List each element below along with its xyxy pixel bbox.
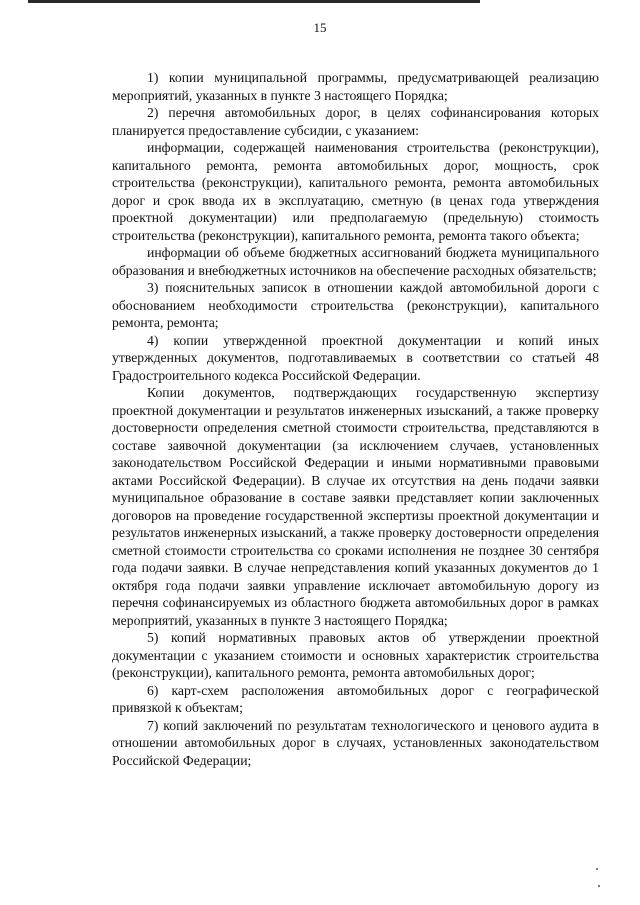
- paragraph-item-2-budget: информации об объеме бюджетных ассигнований бюджета муниципального образования и внебюджетных источников на обеспечение расходных обязательств;: [112, 245, 599, 278]
- paragraph-item-1: 1) копии муниципальной программы, предусматривающей реализацию мероприятий, указанных в пункте 3 настоящего Порядка;: [112, 70, 599, 103]
- paragraph-item-3: 3) пояснительных записок в отношении каждой автомобильной дороги с обоснованием необходимости строительства (реконструкции), капитального ремонта, ремонта;: [112, 280, 599, 330]
- page-number: 15: [313, 20, 327, 35]
- paragraph-item-5: 5) копий нормативных правовых актов об утверждении проектной документации с указанием стоимости и основных характеристик строительства (реконструкции), капитального ремонта, ремонта автомобильных дорог;: [112, 630, 599, 680]
- paragraph-item-4: 4) копии утвержденной проектной документации и копий иных утвержденных документов, подготавливаемых в соответствии со статьей 48 Градостроительного кодекса Российской Федерации.: [112, 332, 599, 383]
- document-body: [112, 69, 599, 769]
- paragraph-item-2: 2) перечня автомобильных дорог, в целях софинансирования которых планируется предоставление субсидии, с указанием:: [112, 105, 599, 138]
- paragraph-item-6: 6) карт-схем расположения автомобильных дорог с географической привязкой к объектам;: [112, 682, 599, 715]
- top-border-line: [28, 0, 480, 3]
- paragraph-item-7: 7) копий заключений по результатам технологического и ценового аудита в отношении автомобильных дорог в случаях, установленных законодательством Российской Федерации;: [112, 717, 599, 768]
- paragraph-expertise: Копии документов, подтверждающих государственную экспертизу проектной документации и результатов инженерных изысканий, а также проверку достоверности определения сметной стоимости строительства, представляются в составе заявочной документации (за исключением случаев, установленных законодательством Российской Федерации и иными нормативными правовыми актами Российской Федерации). В случае их отсутствия на день подачи заявки муниципальное образование в составе заявки представляет копии заключенных договоров на проведение государственной экспертизы проектной документации и результатов инженерных изысканий, а также проверку достоверности определения сметной стоимости строительства со сроками исполнения не позднее 30 сентября года подачи заявки. В случае непредставления копий указанных документов до 1 октября года подачи заявки управление исключает автомобильную дорогу из перечня софинансируемых из областного бюджета автомобильных дорог в рамках мероприятий, указанных в пункте 3 настоящего Порядка;: [112, 385, 599, 628]
- paragraph-item-2-info: информации, содержащей наименования строительства (реконструкции), капитального ремонта, ремонта автомобильных дорог, мощность, срок строительства (реконструкции), капитального ремонта, ремонта автомобильных дорог и срок ввода их в эксплуатацию, сметную (в ценах года утверждения проектной документации) или предполагаемую (предельную) стоимость строительства (реконструкции), капитального ремонта, ремонта такого объекта;: [112, 140, 599, 243]
